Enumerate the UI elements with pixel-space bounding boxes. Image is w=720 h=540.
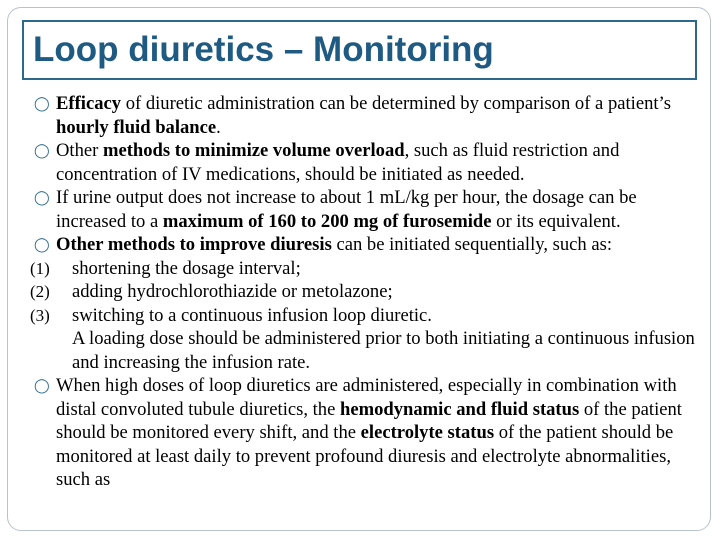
body-text: or its equivalent.: [491, 210, 621, 232]
bullet-item-improve-diuresis: [30, 233, 695, 257]
body-text: .: [216, 116, 221, 138]
hollow-bullet-icon: ◯: [34, 378, 50, 394]
bold-text: electrolyte status: [360, 422, 495, 443]
bold-text: hemodynamic and fluid status: [340, 398, 580, 420]
slide-content: [30, 92, 695, 492]
bold-text: hourly fluid balance: [56, 116, 217, 138]
numbered-item-text: adding hydrochlorothiazide or metolazone;: [72, 281, 393, 302]
numbered-item-2: [30, 280, 695, 304]
loading-dose-note: A loading dose should be administered prior to both initiating a continuous infusion and increasing the infusion rate.: [72, 328, 695, 373]
bold-text: Efficacy: [56, 93, 122, 114]
body-text: If urine output does not increase to about 1 mL/kg per hour, the dosage can be increased to a: [56, 187, 637, 232]
item-number: (2): [30, 282, 50, 301]
bullet-item-efficacy: [30, 92, 695, 139]
numbered-item-text: shortening the dosage interval;: [72, 257, 301, 279]
hollow-bullet-icon: ◯: [34, 143, 50, 159]
numbered-item-text: switching to a continuous infusion loop diuretic.: [72, 304, 432, 326]
slide-title: Loop diuretics – Monitoring: [33, 30, 494, 69]
bullet-item-urine-output: [30, 186, 695, 233]
body-text: of diuretic administration can be determined by comparison of a patient’s: [121, 93, 671, 114]
item-number: (3): [30, 305, 50, 325]
hollow-bullet-icon: ◯: [34, 237, 50, 253]
body-text: , such as fluid restriction and concentration of IV medications, should be initiated as needed.: [56, 140, 620, 185]
hollow-bullet-icon: ◯: [34, 190, 50, 206]
item-number: (1): [30, 258, 50, 278]
hollow-bullet-icon: ◯: [34, 96, 50, 112]
body-text: When high doses of loop diuretics are administered, especially in combination with distal convoluted tubule diuretics, the: [56, 375, 677, 420]
body-text: Other: [56, 140, 103, 161]
bold-text: Other methods to improve diuresis: [56, 234, 332, 255]
numbered-item-1: [30, 257, 695, 281]
bullet-item-high-doses: [30, 374, 695, 492]
bullet-item-volume-overload: [30, 139, 695, 186]
bold-text: methods to minimize volume overload: [102, 140, 405, 161]
body-text: of the patient should be monitored at least daily to prevent profound diuresis and electrolyte abnormalities, such as: [56, 422, 674, 490]
numbered-item-3: [30, 304, 695, 328]
body-text: can be initiated sequentially, such as:: [331, 234, 613, 255]
body-text: of the patient should be monitored every shift, and the: [56, 398, 682, 443]
bold-text: maximum of 160 to 200 mg of furosemide: [162, 210, 492, 232]
title-box: [22, 20, 697, 80]
